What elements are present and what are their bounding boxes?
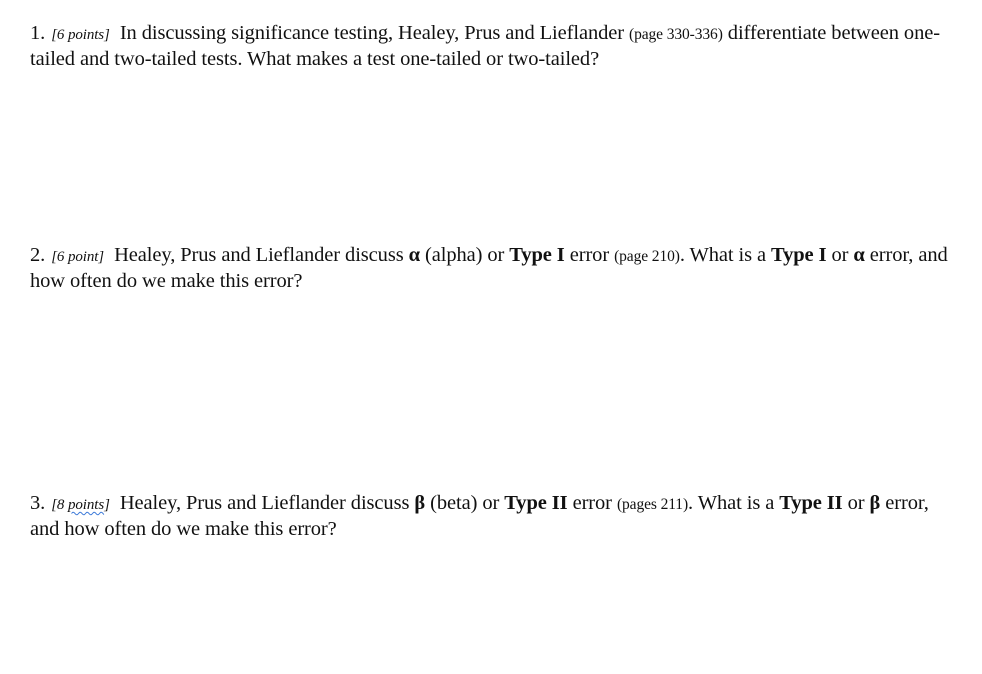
question-1 (30, 21, 960, 71)
points-label: [6 point] (51, 249, 105, 265)
alpha-symbol: α (408, 244, 420, 266)
question-text: error (572, 492, 612, 514)
beta-symbol: β (414, 492, 426, 514)
points-open: [8 (51, 497, 65, 513)
page-reference: (page 330-336) (629, 26, 723, 43)
question-text: Healey, Prus and Lieflander discuss (114, 244, 404, 266)
type-i-term: Type I (771, 244, 827, 266)
question-text: Healey, Prus and Lieflander discuss (119, 492, 410, 514)
question-number: 1. (30, 22, 46, 44)
question-text: or (847, 492, 865, 514)
alpha-symbol: α (853, 244, 865, 266)
beta-symbol: β (869, 492, 881, 514)
type-ii-term: Type II (504, 492, 568, 514)
question-text: differentiate between one-tailed and two-tailed tests. What makes a test one-tailed or two-tailed? (30, 22, 940, 70)
question-2 (30, 243, 960, 293)
question-text: . What is a (688, 492, 775, 514)
question-text: (alpha) or (425, 244, 505, 266)
question-text: error, and how often do we make this error? (30, 244, 948, 292)
question-text: (beta) or (430, 492, 500, 514)
type-i-term: Type I (509, 244, 565, 266)
question-text: error (569, 244, 610, 266)
question-number: 2. (30, 244, 46, 266)
spellcheck-marked-word: points (67, 497, 105, 513)
question-number: 3. (30, 492, 46, 514)
page-reference: (page 210) (614, 248, 680, 265)
type-ii-term: Type II (779, 492, 843, 514)
question-text: . What is a (679, 244, 767, 266)
question-text: error, and how often do we make this error? (30, 492, 929, 540)
question-text: or (831, 244, 849, 266)
points-close: ] (104, 497, 110, 513)
points-label (51, 497, 110, 513)
question-3 (30, 491, 960, 541)
points-label: [6 points] (51, 27, 110, 43)
question-text: In discussing significance testing, Healey, Prus and Lieflander (119, 22, 624, 44)
page-reference: (pages 211) (616, 496, 689, 513)
